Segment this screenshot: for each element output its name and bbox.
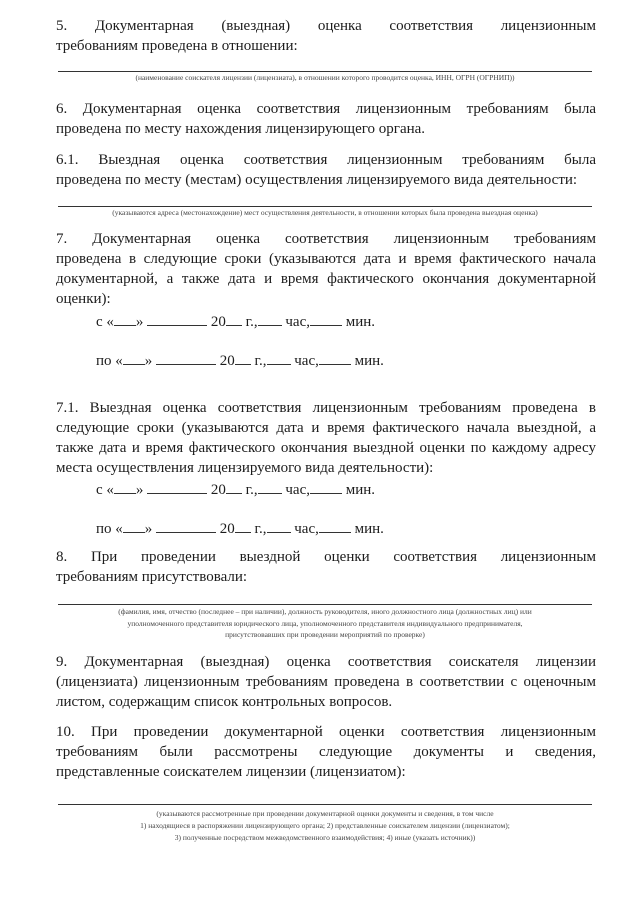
- onsite-start-minute-field[interactable]: [310, 479, 342, 494]
- start-day-field[interactable]: [114, 311, 136, 326]
- onsite-start-minute-label: мин.: [345, 482, 376, 498]
- section-7-start-date-line: [96, 311, 375, 332]
- onsite-end-prefix: по «: [96, 521, 123, 537]
- end-hour-field[interactable]: [267, 350, 291, 365]
- onsite-end-year-prefix: 20: [219, 521, 235, 537]
- end-day-field[interactable]: [123, 350, 145, 365]
- onsite-end-month-field[interactable]: [156, 518, 216, 533]
- onsite-start-quote-close: »: [135, 482, 144, 498]
- section-9-line-1: 9. Документарная (выездная) оценка соответствия соискателя лицензии: [56, 654, 596, 670]
- section-6-1-underline: [58, 206, 592, 207]
- start-month-field[interactable]: [147, 311, 207, 326]
- section-5-line-1: 5. Документарная (выездная) оценка соответствия лицензионным: [56, 18, 596, 34]
- onsite-start-hour-field[interactable]: [258, 479, 282, 494]
- start-year-suffix: г.,: [245, 314, 258, 330]
- section-9-line-2: (лицензиата) лицензионным требованиям проведена в соответствии с оценочным: [56, 674, 596, 690]
- onsite-start-year-suffix: г.,: [245, 482, 258, 498]
- section-10-line-3: представленные соискателем лицензии (лицензиатом):: [56, 764, 406, 780]
- section-5: [56, 16, 596, 56]
- end-month-field[interactable]: [156, 350, 216, 365]
- section-7-1-line-4: места осуществления лицензируемого вида деятельности):: [56, 460, 434, 476]
- section-6-1-caption: (указываются адреса (местонахождение) мест осуществления деятельности, в отношении которых была проведена выездная оценка): [112, 208, 538, 217]
- end-year-field[interactable]: [235, 350, 251, 365]
- section-10-caption-2: 1) находящиеся в распоряжении лицензирующего органа; 2) представленные соискателем лицензии (лицензиатом);: [140, 821, 510, 830]
- section-8: [56, 547, 596, 587]
- start-hour-field[interactable]: [258, 311, 282, 326]
- onsite-start-hour-label: час,: [285, 482, 310, 498]
- section-7-line-2: проведена в следующие сроки (указываются дата и время фактического начала: [56, 251, 596, 267]
- section-8-line-1: 8. При проведении выездной оценки соответствия лицензионным: [56, 549, 596, 565]
- onsite-end-year-field[interactable]: [235, 518, 251, 533]
- onsite-end-hour-label: час,: [294, 521, 319, 537]
- start-year-prefix: 20: [210, 314, 226, 330]
- onsite-start-year-prefix: 20: [210, 482, 226, 498]
- end-year-suffix: г.,: [254, 353, 267, 369]
- section-8-line-2: требованиям присутствовали:: [56, 569, 248, 585]
- onsite-end-minute-label: мин.: [354, 521, 384, 537]
- section-7-end-date-line: [96, 350, 384, 371]
- section-7-1-end-date-line: [96, 518, 384, 539]
- onsite-start-prefix: с «: [96, 482, 114, 498]
- section-5-underline: [58, 71, 592, 72]
- section-7: [56, 229, 596, 309]
- section-5-caption: (наименование соискателя лицензии (лицензиата), в отношении которого проводится оценка, ИНН, ОГРН (ОГРНИП)): [135, 73, 515, 82]
- start-year-field[interactable]: [226, 311, 242, 326]
- onsite-start-month-field[interactable]: [147, 479, 207, 494]
- section-5-line-2: требованиям проведена в отношении:: [56, 38, 298, 54]
- section-7-1-line-3: также дата и время фактического окончания выездной оценки по каждому адресу: [56, 440, 596, 456]
- section-9-line-3: листом, содержащим список контрольных вопросов.: [56, 694, 393, 710]
- onsite-end-quote-close: »: [144, 521, 153, 537]
- section-7-line-3: документарной, а также дата и время фактического окончания документарной: [56, 271, 596, 287]
- onsite-end-minute-field[interactable]: [319, 518, 351, 533]
- section-6-1: [56, 150, 596, 190]
- onsite-end-day-field[interactable]: [123, 518, 145, 533]
- start-minute-label: мин.: [345, 314, 376, 330]
- end-year-prefix: 20: [219, 353, 235, 369]
- start-minute-field[interactable]: [310, 311, 342, 326]
- section-10: [56, 722, 596, 782]
- section-6-line-1: 6. Документарная оценка соответствия лицензионным требованиям была: [56, 101, 596, 117]
- section-7-1-line-1: 7.1. Выездная оценка соответствия лицензионным требованиям проведена в: [56, 400, 596, 416]
- section-7-line-4: оценки):: [56, 291, 111, 307]
- section-6: [56, 99, 596, 139]
- section-6-1-line-1: 6.1. Выездная оценка соответствия лицензионным требованиям была: [56, 152, 596, 168]
- onsite-start-day-field[interactable]: [114, 479, 136, 494]
- onsite-end-hour-field[interactable]: [267, 518, 291, 533]
- section-10-line-1: 10. При проведении документарной оценки соответствия лицензионным: [56, 724, 596, 740]
- section-8-caption-3: присутствовавших при проведении мероприятий по проверке): [225, 630, 425, 639]
- end-quote-close: »: [144, 353, 153, 369]
- section-6-line-2: проведена по месту нахождения лицензирующего органа.: [56, 121, 426, 137]
- section-8-underline: [58, 604, 592, 605]
- section-6-1-line-2: проведена по месту (местам) осуществления лицензируемого вида деятельности:: [56, 172, 578, 188]
- end-minute-label: мин.: [354, 353, 384, 369]
- section-8-caption-1: (фамилия, имя, отчество (последнее – при наличии), должность руководителя, иного должностного лица (должностных лиц) или: [118, 607, 532, 616]
- onsite-start-year-field[interactable]: [226, 479, 242, 494]
- section-7-1: [56, 398, 596, 478]
- section-8-caption-2: уполномоченного представителя юридического лица, уполномоченного представителя индивидуального предпринимателя,: [127, 619, 523, 628]
- section-7-line-1: 7. Документарная оценка соответствия лицензионным требованиям: [56, 231, 596, 247]
- section-7-1-start-date-line: [96, 479, 375, 500]
- section-7-1-line-2: следующие сроки (указываются дата и время фактического начала выездной, а: [56, 420, 596, 436]
- section-10-caption-1: (указываются рассмотренные при проведении документарной оценки документы и сведения, в том числе: [156, 809, 494, 818]
- end-minute-field[interactable]: [319, 350, 351, 365]
- end-prefix: по «: [96, 353, 123, 369]
- start-hour-label: час,: [285, 314, 310, 330]
- section-10-underline: [58, 804, 592, 805]
- section-10-line-2: требованиям были рассмотрены следующие документы и сведения,: [56, 744, 596, 760]
- start-quote-close: »: [135, 314, 144, 330]
- end-hour-label: час,: [294, 353, 319, 369]
- start-prefix: с «: [96, 314, 114, 330]
- onsite-end-year-suffix: г.,: [254, 521, 267, 537]
- section-9: [56, 652, 596, 712]
- section-10-caption-3: 3) полученные посредством межведомственного взаимодействия; 4) иные (указать источник)): [174, 833, 476, 842]
